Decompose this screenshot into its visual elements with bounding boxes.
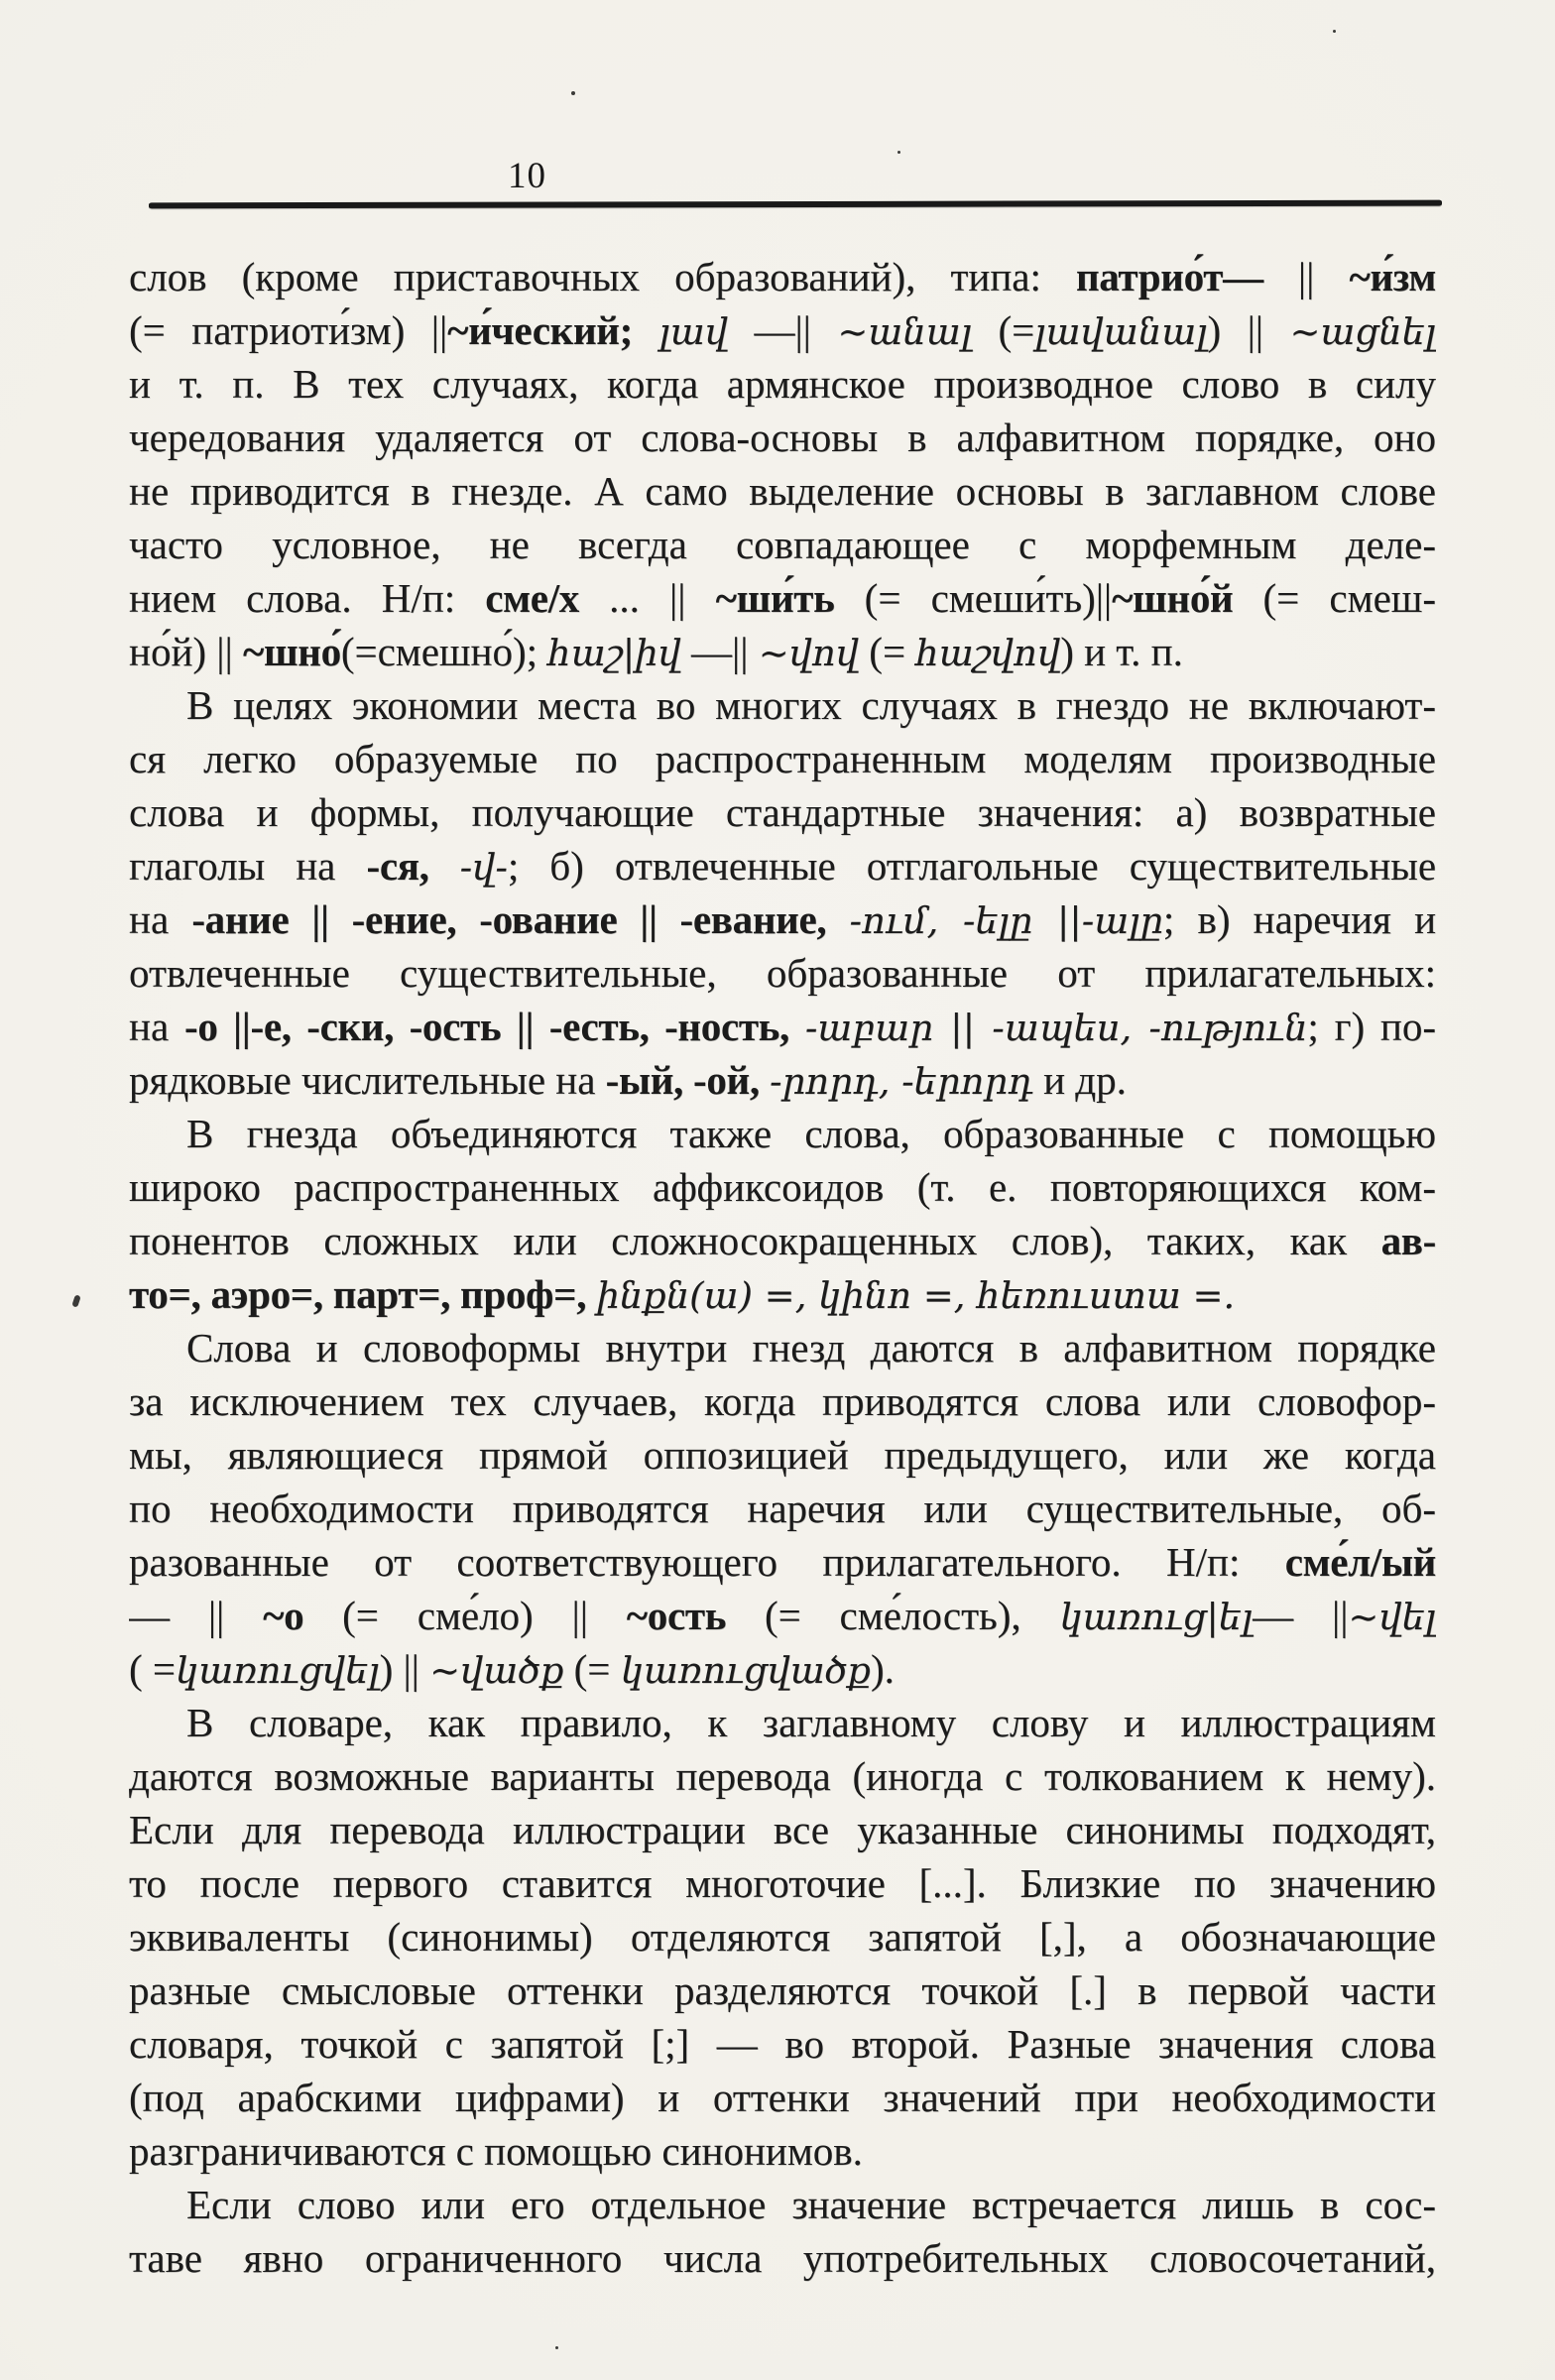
bold-text-run: ~шно́ <box>242 629 341 674</box>
text-line <box>129 357 1436 411</box>
text-run: нием слова. Н/п: <box>129 575 486 621</box>
text-run: В гнезда объединяются также слова, образованные с помощью <box>186 1111 1436 1156</box>
text-run: понентов сложных или сложносокращенных слов), таких, как <box>129 1218 1381 1263</box>
bold-text-run: ~ость <box>626 1593 727 1638</box>
scan-speck <box>1333 30 1336 33</box>
text-run: ; б) отвлеченные отглагольные существительные <box>507 843 1436 889</box>
text-line <box>129 892 1436 946</box>
bold-text-run: ~о <box>263 1593 304 1638</box>
text-run: таве явно ограниченного числа употребительных словосочетаний, <box>129 2235 1436 2281</box>
bold-text-run: ~ши́ть <box>715 575 835 621</box>
bold-text-run: -ание || -ение, -ование || -евание, <box>191 896 827 942</box>
armenian-text-run: հաշ|իվ <box>547 632 681 674</box>
armenian-text-run: -վ- <box>459 846 508 889</box>
text-block <box>129 250 1436 2285</box>
armenian-text-run: ինքն(ա) =, կինո =, հեռուստա =. <box>596 1274 1236 1317</box>
text-run: ; г) по- <box>1307 1004 1436 1049</box>
text-run: мы, являющиеся прямой оппозицией предыдущего, или же когда <box>129 1432 1436 1478</box>
armenian-text-run: կառուց|ել <box>1059 1596 1254 1638</box>
text-line <box>129 678 1436 732</box>
text-line <box>129 1589 1436 1642</box>
text-run: разные смысловые оттенки разделяются точкой [.] в первой части <box>129 1967 1436 2013</box>
text-run: широко распространенных аффиксоидов (т. е. повторяющихся ком- <box>129 1164 1436 1210</box>
text-run <box>633 307 659 353</box>
text-run: на <box>129 1004 184 1049</box>
text-line <box>129 303 1436 357</box>
text-run <box>826 896 849 942</box>
text-run: и др. <box>1032 1057 1127 1103</box>
text-line <box>129 625 1436 678</box>
text-line <box>129 2017 1436 2071</box>
text-line <box>129 946 1436 1000</box>
text-line <box>129 1321 1436 1374</box>
text-line <box>129 1107 1436 1160</box>
bold-text-run: то=, аэро=, парт=, проф=, <box>129 1271 587 1317</box>
bold-text-run: патрио́т— <box>1075 254 1263 299</box>
text-run: часто условное, не всегда совпадающее с морфемным деле- <box>129 522 1436 567</box>
text-line <box>129 2071 1436 2124</box>
text-run: (= патриоти́зм) || <box>129 307 448 353</box>
text-line <box>129 2178 1436 2231</box>
text-run: отвлеченные существительные, образованные от прилагательных: <box>129 950 1436 996</box>
bold-text-run: ~и́ческий; <box>447 307 633 353</box>
text-run: но́й) || <box>129 629 243 674</box>
text-run: разграничиваются с помощью синонимов. <box>129 2128 863 2174</box>
scan-speck <box>71 1294 80 1307</box>
text-line <box>129 1642 1436 1696</box>
text-run: ... || <box>578 575 716 621</box>
text-run: —|| <box>727 307 838 353</box>
text-run: эквиваленты (синонимы) отделяются запятой [,], а обозначающие <box>129 1914 1436 1960</box>
text-run: (= <box>971 307 1035 353</box>
armenian-text-run: -աբար || -ապես, -ություն <box>804 1007 1308 1049</box>
bold-text-run: сме/х <box>485 575 579 621</box>
text-run: по необходимости приводятся наречия или существительные, об- <box>129 1486 1436 1531</box>
header-rule <box>149 200 1442 209</box>
text-run: Если слово или его отдельное значение встречается лишь в сос- <box>186 2182 1436 2227</box>
text-line <box>129 571 1436 625</box>
text-run <box>789 1004 805 1049</box>
text-line <box>129 411 1436 464</box>
paragraph <box>129 250 1436 678</box>
paragraph <box>129 678 1436 1107</box>
armenian-text-run: ~ացնել <box>1289 310 1436 353</box>
text-line <box>129 1374 1436 1428</box>
text-run: и т. п. В тех случаях, когда армянское производное слово в силу <box>129 361 1436 407</box>
text-run: — || <box>129 1593 264 1638</box>
text-line <box>129 1214 1436 1267</box>
bold-text-run: ~и́зм <box>1349 254 1436 299</box>
text-line <box>129 1000 1436 1053</box>
paragraph <box>129 1107 1436 1321</box>
text-run: — || <box>1253 1593 1349 1638</box>
text-line <box>129 2231 1436 2285</box>
armenian-text-run: հաշվով <box>915 632 1061 674</box>
text-run: В целях экономии места во многих случаях в гнездо не включают- <box>186 682 1436 728</box>
paragraph <box>129 1321 1436 1696</box>
armenian-text-run: կառուցվածք <box>620 1649 871 1692</box>
text-line <box>129 1910 1436 1964</box>
text-run: (= смеши́ть)|| <box>834 575 1113 621</box>
text-run: ( = <box>129 1646 177 1692</box>
page-number: 10 <box>508 156 546 196</box>
text-run: (= смеш- <box>1233 575 1436 621</box>
text-run: рядковые числительные на <box>129 1057 606 1103</box>
text-line <box>129 1482 1436 1535</box>
text-line <box>129 1749 1436 1803</box>
text-line <box>129 1856 1436 1910</box>
bold-text-run: сме́л/ый <box>1284 1539 1436 1585</box>
armenian-text-run: ~վածք <box>429 1649 564 1692</box>
text-run: —|| <box>680 629 759 674</box>
armenian-text-run: ~վել <box>1348 1596 1436 1638</box>
bold-text-run: -ся, <box>366 843 429 889</box>
armenian-text-run: ~վով <box>758 632 860 674</box>
text-run: не приводится в гнезде. А само выделение основы в заглавном слове <box>129 468 1436 514</box>
text-run: глаголы на <box>129 843 367 889</box>
text-line <box>129 785 1436 839</box>
text-run <box>586 1271 596 1317</box>
text-run: то после первого ставится многоточие [...]. Близкие по значению <box>129 1860 1436 1906</box>
text-line <box>129 1160 1436 1214</box>
armenian-text-run: -րորդ, -երորդ <box>770 1060 1033 1103</box>
text-line <box>129 1535 1436 1589</box>
text-run: (= <box>563 1646 621 1692</box>
text-run: словаря, точкой с запятой [;] — во второй. Разные значения слова <box>129 2021 1436 2067</box>
text-line <box>129 1696 1436 1749</box>
text-run: слов (кроме приставочных образований), типа: <box>129 254 1076 299</box>
text-run: ся легко образуемые по распространенным моделям производные <box>129 736 1436 781</box>
text-line <box>129 464 1436 518</box>
text-run: || <box>1262 254 1350 299</box>
text-run: (=смешно́); <box>340 629 548 674</box>
bold-text-run: -ый, -ой, <box>605 1057 760 1103</box>
text-run: ). <box>870 1646 895 1692</box>
text-run: на <box>129 896 192 942</box>
text-run: за исключением тех случаев, когда приводятся слова или словофор- <box>129 1378 1436 1424</box>
text-run: (= сме́ло) || <box>303 1593 627 1638</box>
armenian-text-run: -ում, -ելը ||-ալը <box>849 899 1163 942</box>
bold-text-run: ~шно́й <box>1112 575 1234 621</box>
text-run: (= сме́лость), <box>726 1593 1060 1638</box>
scan-speck <box>897 151 900 154</box>
text-line <box>129 839 1436 892</box>
text-line <box>129 1964 1436 2017</box>
bold-text-run: ав- <box>1380 1218 1436 1263</box>
text-run: В словаре, как правило, к заглавному слову и иллюстрациям <box>186 1700 1436 1745</box>
bold-text-run: -о ||-е, -ски, -ость || -есть, -ность, <box>183 1004 790 1049</box>
text-run: (под арабскими цифрами) и оттенки значений при необходимости <box>129 2075 1436 2120</box>
text-line <box>129 1428 1436 1482</box>
text-run: ) || <box>379 1646 430 1692</box>
text-run <box>429 843 460 889</box>
text-run: ) || <box>1207 307 1290 353</box>
armenian-text-run: լավ <box>658 310 728 353</box>
armenian-text-run: լավանալ <box>1034 310 1208 353</box>
text-line <box>129 1267 1436 1321</box>
text-run: разованные от соответствующего прилагательного. Н/п: <box>129 1539 1285 1585</box>
text-run <box>760 1057 770 1103</box>
text-line <box>129 250 1436 303</box>
text-run: (= <box>859 629 916 674</box>
text-line <box>129 2124 1436 2178</box>
paragraph <box>129 2178 1436 2285</box>
armenian-text-run: ~անալ <box>837 310 972 353</box>
paragraph <box>129 1696 1436 2178</box>
text-run: слова и формы, получающие стандартные значения: а) возвратные <box>129 789 1436 835</box>
text-run: Слова и словоформы внутри гнезд даются в алфавитном порядке <box>186 1325 1436 1370</box>
text-line <box>129 1803 1436 1856</box>
scan-speck <box>571 91 575 95</box>
text-run: ) и т. п. <box>1060 629 1183 674</box>
text-run: даются возможные варианты перевода (иногда с толкованием к нему). <box>129 1753 1436 1799</box>
scan-speck <box>555 2346 558 2349</box>
text-line <box>129 732 1436 785</box>
text-run: чередования удаляется от слова-основы в алфавитном порядке, оно <box>129 415 1436 460</box>
text-run: ; в) наречия и <box>1162 896 1436 942</box>
armenian-text-run: կառուցվել <box>176 1649 380 1692</box>
text-run: Если для перевода иллюстрации все указанные синонимы подходят, <box>129 1807 1436 1852</box>
text-line <box>129 518 1436 571</box>
text-line <box>129 1053 1436 1107</box>
